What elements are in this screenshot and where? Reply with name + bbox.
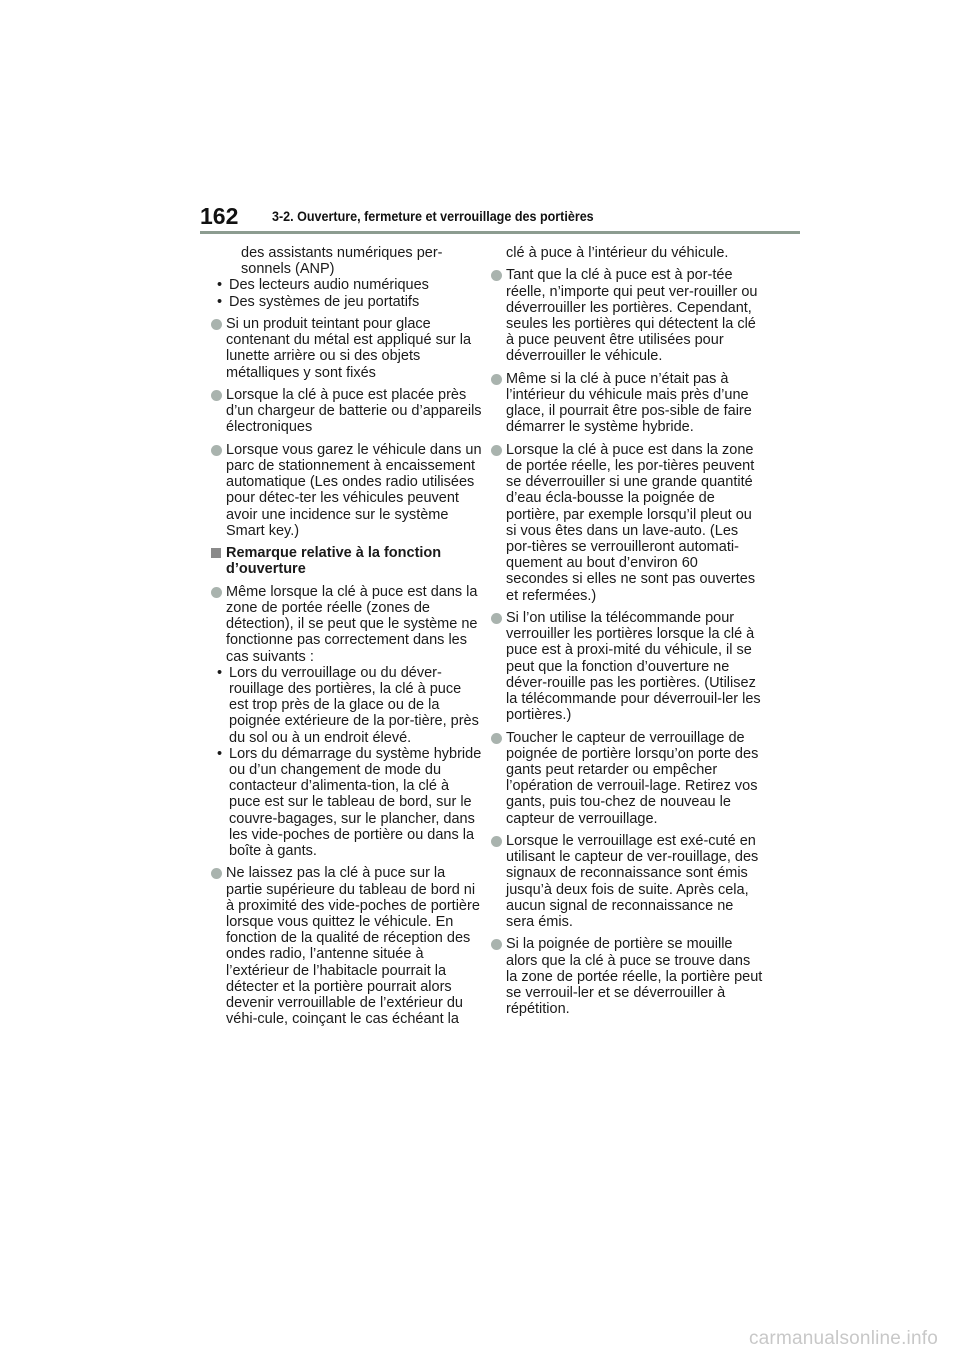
bullet-icon	[211, 587, 222, 598]
bullet-icon	[211, 868, 222, 879]
bullet-icon	[491, 613, 502, 624]
bullet-icon	[491, 270, 502, 281]
list-item: Si l’on utilise la télécommande pour verrouiller les portières lorsque la clé à puce est à proxi-mité du véhicule, il se peut que la fonction d’ouverture ne déver-rouille pas les portières. (Utilisez la télécommande pour déverrouil-ler les portières.)	[491, 610, 763, 723]
right-column	[491, 245, 763, 1024]
list-item: Si un produit teintant pour glace contenant du métal est appliqué sur la lunette arrière ou si des objets métalliques y sont fixés	[211, 316, 483, 381]
continued-text: clé à puce à l’intérieur du véhicule.	[506, 245, 729, 261]
list-item: Même si la clé à puce n’était pas à l’intérieur du véhicule mais près d’une glace, il pourrait être pos-sible de faire démarrer le système hybride.	[491, 371, 763, 436]
continued-paragraph: des assistants numériques per-sonnels (ANP)	[241, 245, 443, 278]
section-title: 3-2. Ouverture, fermeture et verrouillage des portières	[272, 209, 594, 224]
square-bullet-icon	[211, 548, 221, 558]
bullet-icon	[491, 374, 502, 385]
list-item: Même lorsque la clé à puce est dans la zone de portée réelle (zones de détection), il se peut que le système ne fonctionne pas correctement dans les cas suivants : • Lors du verrouillage ou du déver-rouillage des portières, la clé à puce est trop près de la glace ou de la poignée extérieure de la por-tière, près du sol ou à un endroit élevé. • Lors du démarrage du système hybride ou d’un changement de mode du contacteur d’alimenta-tion, la clé à puce est sur le tableau de bord, sur le couvre-bagages, sur le plancher, dans les vide-poches de portière ou dans la boîte à gants.	[211, 584, 483, 859]
list-item: Tant que la clé à puce est à por-tée réelle, n’importe qui peut ver-rouiller ou déverrouiller les portières. Cependant, seules les portières qui détectent la clé à puce peuvent être utilisées pour déverrouiller le véhicule.	[491, 267, 763, 364]
list-item: Lorsque le verrouillage est exé-cuté en utilisant le capteur de ver-rouillage, des signaux de reconnaissance sont émis jusqu’à deux fois de suite. Après cela, aucun signal de reconnaissance ne sera émis.	[491, 833, 763, 930]
bullet-icon	[211, 390, 222, 401]
list-item: Lorsque la clé à puce est dans la zone de portée réelle, les por-tières peuvent se déverrouiller si une grande quantité d’eau écla-bousse la poignée de portière, par exemple lorsqu’il pleut ou si vous êtes dans un lave-auto. (Les por-tières se verrouilleront automati-quement au bout d’environ 60 secondes si elles ne sont pas ouvertes et refermées.)	[491, 442, 763, 604]
continued-text	[211, 245, 483, 310]
bullet-icon	[491, 836, 502, 847]
sub-item: • Des systèmes de jeu portatifs	[217, 293, 420, 310]
section-heading: Remarque relative à la fonction d’ouverture	[211, 545, 483, 577]
sub-bullet: •	[217, 745, 223, 762]
bullet-icon	[491, 939, 502, 950]
list-item: Toucher le capteur de verrouillage de poignée de portière lorsqu’on porte des gants peut retarder ou empêcher l’opération de verrouil-lage. Retirez vos gants, puis tou-chez de nouveau le capteur de verrouillage.	[491, 730, 763, 827]
list-item: Lorsque vous garez le véhicule dans un parc de stationnement à encaissement automatique (Les ondes radio utilisées pour détec-ter les véhicules peuvent avoir une incidence sur le système Smart key.)	[211, 442, 483, 539]
bullet-icon	[211, 445, 222, 456]
bullet-icon	[491, 445, 502, 456]
sub-item: • Lors du démarrage du système hybride ou d’un changement de mode du contacteur d’alimenta-tion, la clé à puce est sur le tableau de bord, sur le couvre-bagages, sur le plancher, dans les vide-poches de portière ou dans la boîte à gants.	[217, 745, 482, 860]
watermark: carmanualsonline.info	[748, 1328, 938, 1349]
page-header	[200, 203, 800, 233]
bullet-icon	[491, 733, 502, 744]
sub-item: • Des lecteurs audio numériques	[217, 277, 429, 294]
sub-bullet: •	[217, 664, 223, 681]
left-column	[211, 245, 483, 1034]
sub-bullet: •	[217, 293, 223, 310]
list-item: Lorsque la clé à puce est placée près d’un chargeur de batterie ou d’appareils électroniques	[211, 387, 483, 436]
sub-bullet: •	[217, 277, 223, 294]
list-item: Si la poignée de portière se mouille alors que la clé à puce se trouve dans la zone de portée réelle, la portière peut se verrouil-ler et se déverrouiller à répétition.	[491, 936, 763, 1017]
bullet-icon	[211, 319, 222, 330]
sub-item: • Lors du verrouillage ou du déver-rouillage des portières, la clé à puce est trop près de la glace ou de la poignée extérieure de la por-tière, près du sol ou à un endroit élevé.	[217, 664, 479, 746]
header-rule	[200, 231, 800, 234]
list-item: Ne laissez pas la clé à puce sur la partie supérieure du tableau de bord ni à proximité des vide-poches de portière lorsque vous quittez le véhicule. En fonction de la qualité de réception des ondes radio, l’antenne située à l’extérieur de l’habitacle pourrait la détecter et la portière pourrait alors devenir verrouillable de l’extérieur du véhi-cule, coinçant le cas échéant la	[211, 865, 483, 1027]
page-number: 162	[200, 203, 239, 229]
